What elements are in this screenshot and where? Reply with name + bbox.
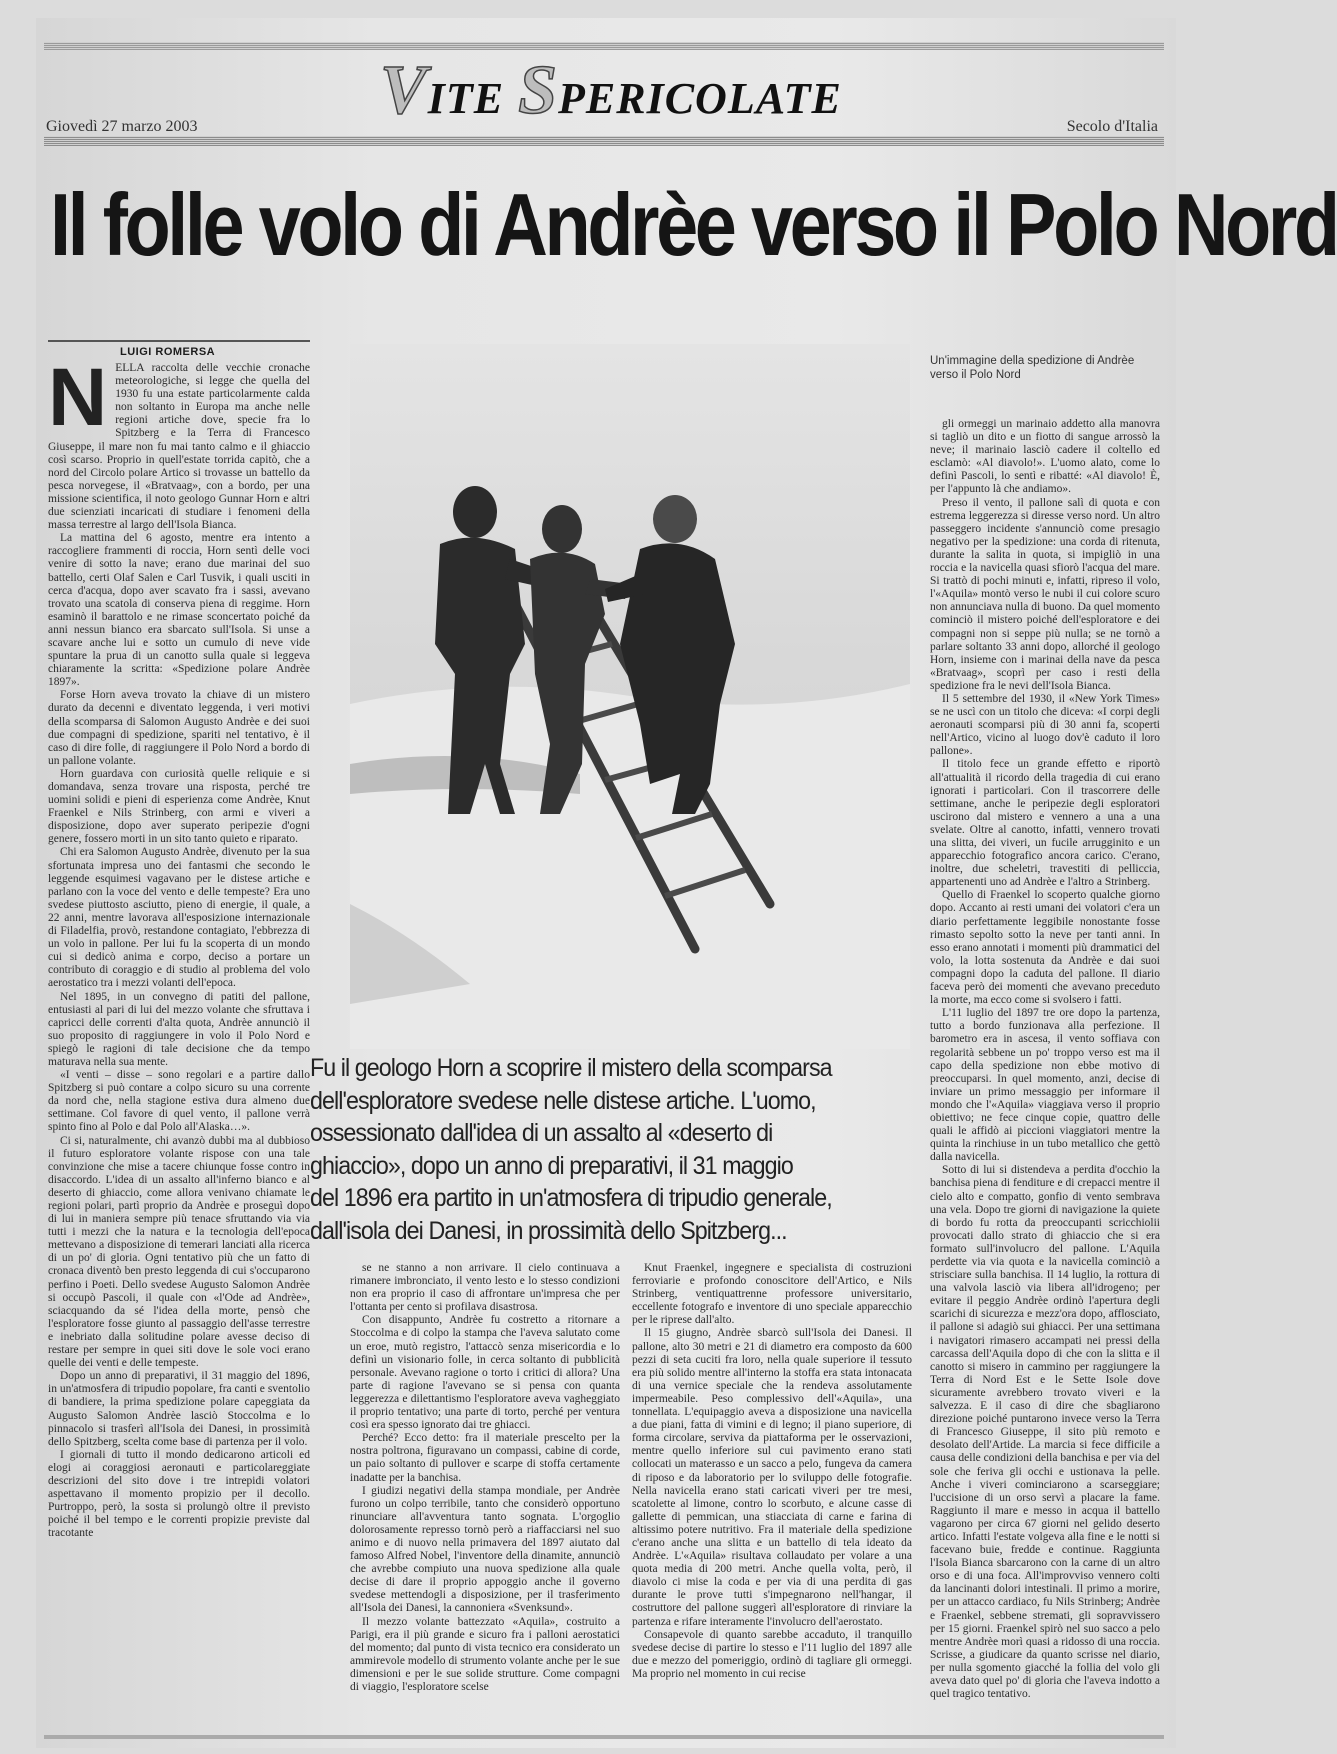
byline: LUIGI ROMERSA: [120, 346, 216, 358]
article-paragraph: se ne stanno a non arrivare. Il cielo continuava a rimanere imbronciato, il vento lesto e lo stesso condizioni non era proprio il caso di affrontare un'impresa che per l'ottanta per cento si profilava disastrosa.: [350, 1262, 620, 1314]
article-paragraph: Nel 1895, in un convegno di patiti del pallone, entusiasti al pari di lui del mezzo volante che sfruttava i capricci delle correnti d'alta quota, Andrèe annunciò il suo proposito di raggiungere in volo il Polo Nord e spiegò le ragioni di tale decisione che da tempo maturava nella sua mente.: [48, 990, 310, 1068]
article-column-3: [632, 1262, 912, 1732]
article-paragraph: Knut Fraenkel, ingegnere e specialista di costruzioni ferroviarie e profondo conoscitore dell'Artico, e Nils Strinberg, ventiquattrenne professore universitario, eccellente fotografo e inventore di uno speciale apparecchio per le riprese dall'alto.: [632, 1262, 912, 1327]
article-paragraph: gli ormeggi un marinaio addetto alla manovra si tagliò un dito e un fiotto di sangue arrossò la neve; il marinaio lasciò cadere il coltello ed esclamò: «Al diavolo!». L'uomo alato, come lo definì Pascoli, lo sentì e ribatté: «Al diavolo! È, per l'appunto là che andiamo».: [930, 418, 1160, 496]
article-paragraph: ELLA raccolta delle vecchie cronache meteorologiche, si legge che quella del 1930 fu una estate particolarmente calda non soltanto in Europa ma anche nelle regioni artiche dove, specie fra lo Spitzberg e la Terra di Francesco Giuseppe, il mare non fu mai tanto calmo e il ghiaccio così scarso. Proprio in quell'estate torrida capitò, che a nord del Circolo polare Artico si trovasse un battello da pesca norvegese, il «Bratvaag», con a bordo, per una missione scientifica, il noto geologo Gunnar Horn e altri due scienziati incaricati di studiare i fenomeni della massa terrestre al largo dell'Isola Bianca.: [48, 362, 310, 532]
article-column-2: [350, 1262, 620, 1732]
article-paragraph: I giornali di tutto il mondo dedicarono articoli ed elogi ai coraggiosi aeronauti e particolareggiate descrizioni del sito dove i tre intrepidi volatori aspettavano il momento propizio per il decollo. Purtroppo, però, la sosta si prolungò oltre il previsto poiché il bel tempo e le correnti propizie previste dal tracotante: [48, 1448, 310, 1540]
section-masthead: VITE SPERICOLATE: [380, 52, 842, 129]
pull-quote-line: dell'esploratore svedese nelle distese artiche. L'uomo,: [310, 1086, 816, 1115]
article-paragraph: Il titolo fece un grande effetto e riportò all'attualità il ricordo della tragedia di cui erano ignorati i particolari. Con il trascorrere delle settimane, anche le peripezie degli esploratori uscirono dal mistero e vennero a una a una svelate. Oltre al canotto, infatti, vennero trovati una slitta, dei viveri, un fucile arrugginito e un apparecchio fotografico ancora carico. C'erano, inoltre, due scheletri, travestiti di pelliccia, appartenenti uno ad Andrèe e l'altro a Strinberg.: [930, 758, 1160, 889]
pull-quote-line: ossessionato dall'idea di un assalto al «deserto di: [310, 1119, 773, 1147]
bottom-rule: [44, 1735, 1164, 1739]
article-paragraph: Il 15 giugno, Andrèe sbarcò sull'Isola dei Danesi. Il pallone, alto 30 metri e 21 di diametro era composto da 600 pezzi di seta cuciti fra loro, nella quale superiore il tessuto era più solido mentre all'interno la stoffa era stata intonacata di una vernice speciale che la rendeva assolutamente impermeabile. Peso complessivo dell'«Aquila», una tonnellata. L'equipaggio aveva a disposizione una navicella a due piani, fatta di vimini e di legno; il piano superiore, di forma circolare, serviva da piattaforma per le osservazioni, mentre quello inferiore sul cui pavimento erano stati collocati un materasso e un sacco a pelo, fungeva da camera di riposo e da laboratorio per lo sviluppo delle fotografie. Nella navicella erano stati caricati viveri per tre mesi, scatolette al limone, contro lo scorbuto, e alcune casse di gallette di pemmican, una stiacciata di carne e farina di altissimo potere nutritivo. Fra il materiale della spedizione c'erano anche una slitta e un battello di tela ideato da Andrèe. L'«Aquila» risultava collaudato per volare a una quota media di 200 metri. Anche quella volta, però, il diavolo ci mise la coda e per via di una perdita di gas durante le prove tutti s'impegnarono nell'hangar, il costruttore del pallone suggerì all'esploratore di rinviare la partenza e rifare interamente l'involucro dell'aerostato.: [632, 1327, 912, 1628]
article-paragraph: Sotto di lui si distendeva a perdita d'occhio la banchisa piena di fenditure e di crepacci mentre il cielo alto e compatto, gonfio di vento sembrava una vela. Dopo tre giorni di navigazione la quiete di bordo fu rotta da preoccupanti scricchiolii provocati dallo strato di ghiaccio che si era formato sull'involucro del pallone. L'Aquila perdette via via quota e la navicella cominciò a strisciare sulla banchisa. Il 14 luglio, la rottura di una valvola lasciò via libera all'idrogeno; per evitare il peggio Andrèe ordinò l'apertura degli scarichi di sicurezza e mezz'ora dopo, afflosciato, il pallone si adagiò sui ghiacci. Per una settimana i navigatori rimasero accampati nei pressi della carcassa dell'Aquila dopo di che con la slitta e il canotto si misero in cammino per raggiungere la Terra di Nord Est e le Sette Isole dove sicuramente avrebbero trovato viveri e la salvezza. E il caso di dire che sbagliarono direzione poiché puntarono invece verso la Terra di Francesco Giuseppe, il sito più remoto e desolato dell'Artide. La marcia si fece difficile a causa delle condizioni della banchisa e per via del sole che feriva gli occhi e ustionava la pelle. Anche i viveri cominciarono a scarseggiare; l'uccisione di un orso servì a placare la fame. Raggiunto il mare e messo in acqua il battello vagarono per circa 67 giorni nel gelido deserto artico. Infatti l'estate volgeva alla fine e le notti si facevano buie, fredde e continue. Raggiunta l'Isola Bianca sbarcarono con la carne di un altro orso e di una foca. All'improvviso vennero colti da lancinanti dolori intestinali. Il primo a morire, per un attacco cardiaco, fu Nils Strinberg; Andrèe e Fraenkel, sebbene stremati, gli sopravvissero per 15 giorni. Fraenkel spirò nel suo sacco a pelo mentre Andrèe morì quasi a ridosso di una roccia. Scrisse, a giudicare da quanto scrisse nel diario, per nulla sgomento giacché la follia del volo gli aveva dato quel po' di gloria che l'aveva indotto a quel tragico tentativo.: [930, 1164, 1160, 1701]
article-paragraph: Il mezzo volante battezzato «Aquila», costruito a Parigi, era il più grande e sicuro fra i palloni aerostatici del momento; dal punto di vista tecnico era considerato un ammirevole modello di strumento volante anche per le sue dimensioni e per le sue solide strutture. Come compagni di viaggio, l'esploratore scelse: [350, 1615, 620, 1693]
article-paragraph: Consapevole di quanto sarebbe accaduto, il tranquillo svedese decise di partire lo stesso e l'11 luglio del 1897 alle due e mezzo del pomeriggio, ordinò di tagliare gli ormeggi. Ma proprio nel momento in cui recise: [632, 1628, 912, 1680]
article-column-4: [930, 418, 1160, 1732]
article-paragraph: La mattina del 6 agosto, mentre era intento a raccogliere frammenti di roccia, Horn sentì delle voci venire di sotto la nave; erano due marinai del suo battello, certi Olaf Salen e Carl Tusvik, i quali usciti in cerca d'acqua, dopo aver scavato fra i sassi, avevano trovato una scatola di conserva piena di reggime. Horn esaminò il barattolo e ne rimase sconcertato poiché da anni nessun bianco era sbarcato sull'Isola. Si unse a scavare anche lui e sotto un cumulo di neve vide spuntare la prua di un canotto sulla quale si leggeva chiaramente la scritta: «Spedizione polare Andrèe 1897».: [48, 532, 310, 689]
newspaper-name: Secolo d'Italia: [1066, 118, 1158, 135]
article-paragraph: L'11 luglio del 1897 tre ore dopo la partenza, tutto a bordo funzionava alla perfezione. Il barometro era in ascesa, il vento soffiava con regolarità sebbene un po' troppo verso est ma il capo della spedizione non ebbe motivo di preoccuparsi. In quel momento, anzi, decise di inviare un primo messaggio per informare il mondo che l'«Aquila» viaggiava verso il proprio obiettivo; ne fece cinque copie, quattro delle quali le affidò ai piccioni viaggiatori mentre la quinta la rinchiuse in un tubo metallico che gettò dalla navicella.: [930, 1007, 1160, 1164]
pull-quote-line: dall'isola dei Danesi, in prossimità dello Spitzberg...: [310, 1216, 787, 1245]
expedition-photo: [350, 344, 910, 1049]
article-paragraph: Dopo un anno di preparativi, il 31 maggio del 1896, in un'atmosfera di tripudio popolare, fra canti e sventolio di bandiere, la prima spedizione polare capeggiata da Augusto Salomon Andrèe lasciò Stoccolma e lo pinnacolo si trasferì all'Isola dei Danesi, in prossimità dello Spitzberg, scelta come base di partenza per il volo.: [48, 1370, 310, 1448]
article-paragraph: Preso il vento, il pallone salì di quota e con estrema leggerezza si diresse verso nord. Un altro passeggero incidente s'annunciò come presagio negativo per la spedizione: una corda di ritenuta, durante la salita in quota, si impigliò in una roccia e la navicella quasi sfiorò l'acqua del mare. Si trattò di pochi minuti e, infatti, ripreso il volo, l'«Aquila» montò verso le nubi il cui colore scuro non annunciava nulla di buono. Da quel momento cominciò il mistero poiché dell'esploratore e dei compagni non si seppe più nulla; se ne tornò a parlare soltanto 33 anni dopo, allorché il geologo Horn, insieme con i marinai della nave da pesca «Bratvaag», scoprì per caso i resti della spedizione fra le nevi dell'Isola Bianca.: [930, 496, 1160, 692]
article-paragraph: Chi era Salomon Augusto Andrèe, divenuto per la sua sfortunata impresa uno dei fantasmi che secondo le leggende esquimesi vagavano per le distese artiche e parlano con la voce del vento e delle tempeste? Era uno svedese piuttosto asciutto, pieno di energie, il quale, a 22 anni, mentre lavorava all'esposizione internazionale di Filadelfia, provò, restandone contagiato, l'ebbrezza di un volo in pallone. Per lui fu la scoperta di un mondo cui si dedicò anima e corpo, deciso a portare un contributo di coraggio e di studio al problema del volo aerostatico tra i mezzi volanti dell'epoca.: [48, 846, 310, 990]
article-headline: Il folle volo di Andrèe verso il Polo Nord: [50, 175, 1337, 274]
article-paragraph: Forse Horn aveva trovato la chiave di un mistero durato da decenni e diventato leggenda, i veri motivi della scomparsa di Salomon Augusto Andrèe e dei suoi due compagni di spedizione, spariti nel tentativo, è il caso di dire folle, di raggiungere il Polo Nord a bordo di un pallone volante.: [48, 689, 310, 767]
pull-quote-line: ghiaccio», dopo un anno di preparativi, il 31 maggio: [310, 1151, 793, 1180]
pull-quote: [310, 1052, 887, 1247]
header-rule: [44, 136, 1164, 146]
article-paragraph: Il 5 settembre del 1930, il «New York Times» se ne uscì con un titolo che diceva: «I corpi degli aeronauti scomparsi più di 30 anni fa, scoperti nell'Artico, vicino al luogo dov'è caduto il loro pallone».: [930, 692, 1160, 758]
article-paragraph: «I venti – disse – sono regolari e a partire dallo Spitzberg si può contare a colpo sicuro su una corrente da nord che, nella stagione estiva dura almeno due settimane. Col favore di quel vento, il pallone verrà spinto fino al Polo e dal Polo all'Alaska…».: [48, 1069, 310, 1134]
article-paragraph: Horn guardava con curiosità quelle reliquie e si domandava, senza trovare una risposta, perché tre uomini solidi e pieni di esperienza come Andrèe, Knut Fraenkel e Nils Strinberg, con armi e viveri a disposizione, dopo aver superato peripezie d'ogni genere, fossero morti in un sito tanto quieto e riparato.: [48, 767, 310, 846]
article-paragraph: Con disappunto, Andrèe fu costretto a ritornare a Stoccolma e di colpo la stampa che l'aveva salutato come un eroe, mutò registro, l'attaccò senza misericordia e lo definì un visionario folle, in cerca soltanto di pubblicità personale. Avevano ragione o torto i critici di allora? Una parte di ragione l'avevano se si pensa con quanta leggerezza e dilettantismo l'esploratore aveva vagheggiato il proprio tentativo; una parte di torto, perché per ventura così era spesso ignorato dai tre ghiacci.: [350, 1314, 620, 1432]
article-paragraph: Perché? Ecco detto: fra il materiale prescelto per la nostra poltrona, figuravano un compassi, cabine di corde, un paio soltanto di pullover e scarpe di stoffa certamente inadatte per la banchisa.: [350, 1432, 620, 1484]
article-paragraph: I giudizi negativi della stampa mondiale, per Andrèe furono un colpo terribile, tanto che considerò opportuno rinunciare all'avventura tanto sognata. L'orgoglio dolorosamente represso tornò però a riaffacciarsi nel suo animo e di nuovo nella primavera del 1897 aiutato dal famoso Alfred Nobel, l'inventore della dinamite, annunciò che avrebbe compiuto una nuova spedizione alla quale decise di dare il proprio appoggio anche il governo svedese mettendogli a disposizione, per il trasferimento all'Isola dei Danesi, la cannoniera «Svenksund».: [350, 1484, 620, 1615]
photo-scene: [350, 344, 910, 1049]
photo-caption: Un'immagine della spedizione di Andrèe verso il Polo Nord: [930, 355, 1135, 381]
pull-quote-line: del 1896 era partito in un'atmosfera di tripudio generale,: [310, 1184, 832, 1212]
top-rule: [44, 42, 1164, 50]
article-paragraph: Ci si, naturalmente, chi avanzò dubbi ma al dubbioso il futuro esploratore volante rispose con una tale convinzione che mise a tacere chiunque fosse contro in disaccordo. L'idea di un assalto all'inferno bianco e al deserto di ghiaccio, come allora venivano chiamate le regioni polari, partì proprio da Andrèe e proseguì dopo di lui in maniera sempre più tenace sfruttando via via tutti i mezzi che la natura e la tecnologia dell'epoca mettevano a disposizione di temerari lanciati alla ricerca di un po' di gloria. Ogni tentativo più che un fatto di cronaca diventò ben presto leggenda di cui s'occuparono perfino i Poeti. Dello svedese Augusto Salomon Andrèe si occupò Pascoli, il quale con «l'Ode ad Andrèe», sciacquando da sé l'idea della morte, pensò che l'esploratore fosse giunto al passaggio dell'asse terrestre e inebriato dalla solitudine polare avesse deciso di restare per sempre in quei siti dove le sole voci erano quelle dei venti e delle tempeste.: [48, 1134, 310, 1370]
article-paragraph: Quello di Fraenkel lo scoperto qualche giorno dopo. Accanto ai resti umani dei volatori c'era un diario perfettamente leggibile nonostante fosse rimasto sepolto sotto la neve per tanti anni. In esso erano annotati i momenti più drammatici del volo, la lotta sostenuta da Andrèe e dai suoi compagni dopo la caduta del pallone. Il diario faceva però dei momenti che avevano preceduto la morte, ma ecco come si svolsero i fatti.: [930, 889, 1160, 1007]
pull-quote-line: Fu il geologo Horn a scoprire il mistero della scomparsa: [310, 1054, 832, 1082]
drop-cap: N: [48, 352, 108, 443]
issue-date: Giovedì 27 marzo 2003: [46, 118, 198, 135]
byline-rule: [48, 340, 310, 342]
